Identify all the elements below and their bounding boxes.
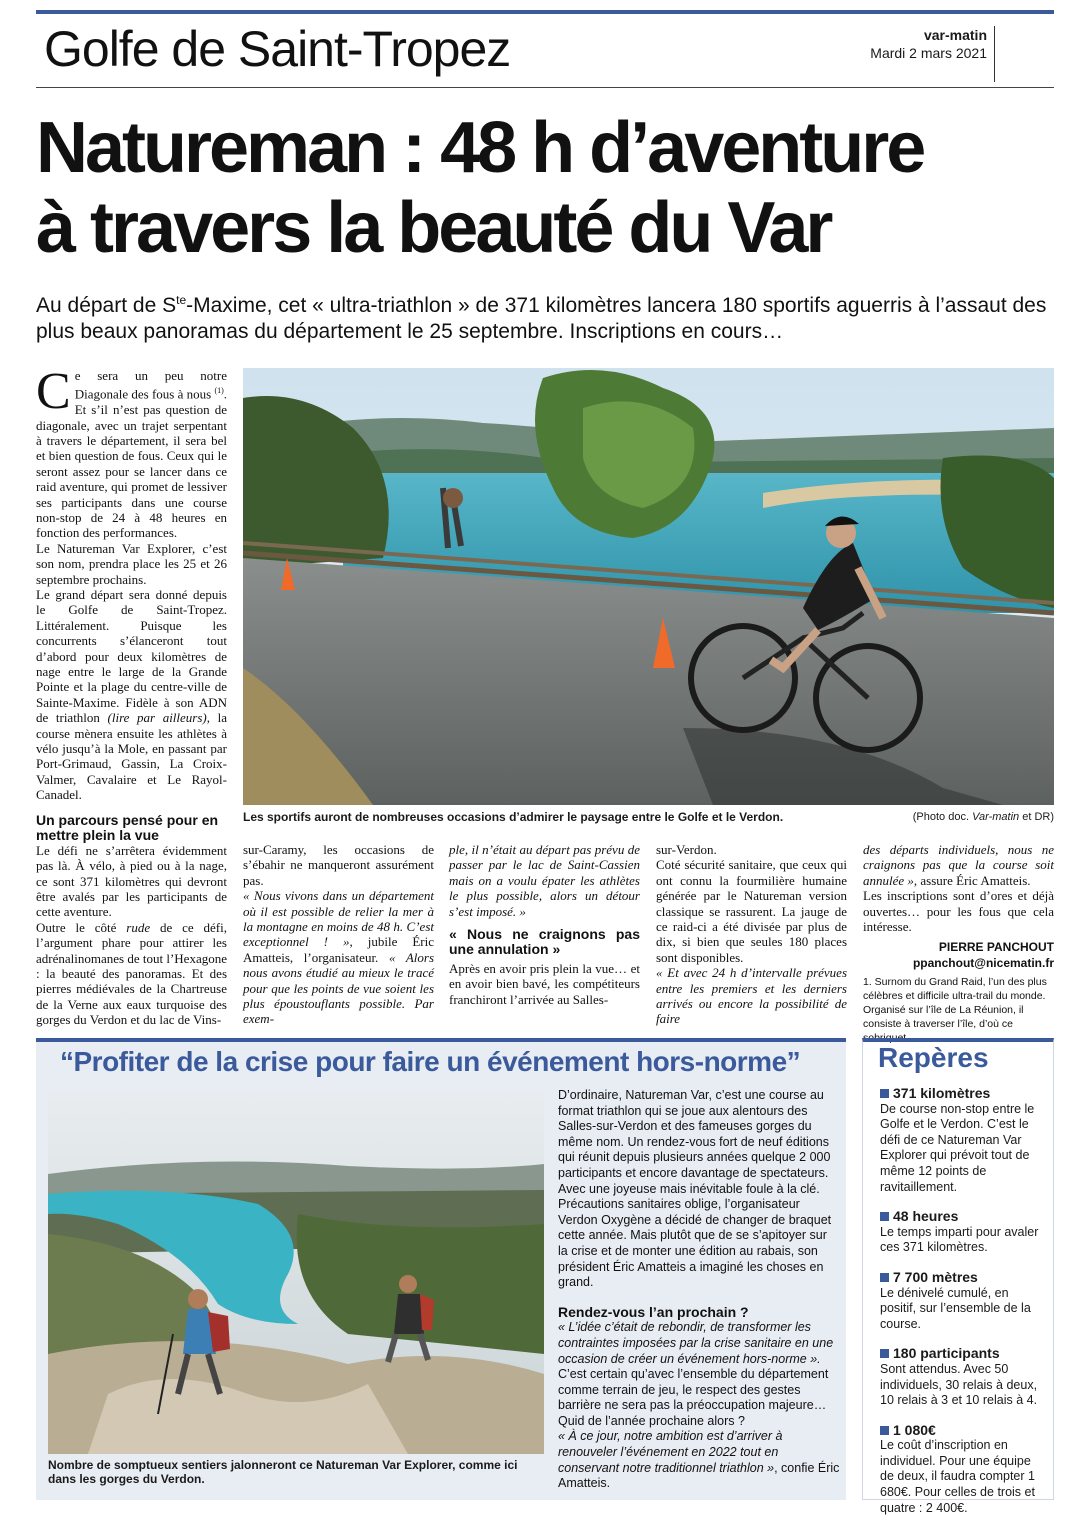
article-column-3 [449, 842, 640, 1007]
headline-line-1: Natureman : 48 h d’aventure [36, 108, 924, 188]
standfirst-part-2: -Maxime, cet « ultra-triathlon » de 371 kilomètres lancera 180 sportifs aguerris à l’assaut des plus beaux panoramas du département le 25 septembre. Inscriptions en cours… [36, 294, 1047, 343]
text-run: Outre le côté [36, 919, 117, 935]
key-figure-value: 1 080€ [893, 1421, 936, 1438]
quote: « Alors nous avons étudié au mieux le tracé pour que les points de vue soient les plus époustouflants possible. Par exem- [243, 949, 434, 1027]
key-figure-item [880, 1086, 1048, 1195]
key-figure-text: Le temps imparti pour avaler ces 371 kilomètres. [880, 1224, 1039, 1255]
paragraph: Le Natureman Var Explorer, c’est son nom, prendra place les 25 et 26 septembre prochains. [36, 540, 227, 587]
paragraph [863, 842, 1054, 888]
author-email[interactable]: ppanchout@nicematin.fr [912, 955, 1054, 970]
square-bullet-icon [880, 1426, 889, 1435]
key-figure-item [880, 1346, 1048, 1408]
key-figure-item [880, 1270, 1048, 1332]
text-run: (Photo doc. [912, 811, 970, 823]
key-figure-head [880, 1423, 1048, 1439]
masthead-divider [994, 26, 995, 82]
box-photo-caption: Nombre de somptueux sentiers jalonneront ce Natureman Var Explorer, comme ici dans les gorges du Verdon. [48, 1458, 518, 1486]
article-column-2 [243, 842, 434, 1027]
paragraph [36, 363, 228, 541]
text-run: . Et s’il n’est pas question de diagonale, avec un trajet serpentant à travers le département, il sera bel et bien question de fous. Ceux qui le seront assez pour se lancer dans ce raid aventure, qui promet de lessiver ses participants dans une course non-stop de 24 à 48 heures en fonction des performances. [36, 386, 228, 541]
key-figures-title: Repères [878, 1042, 989, 1073]
square-bullet-icon [880, 1273, 889, 1282]
standfirst-part-1: Au départ de S [36, 294, 177, 317]
hikers-verdon-photo [48, 1094, 544, 1454]
subheading: Rendez-vous l’an prochain ? [558, 1303, 749, 1320]
key-figure-value: 371 kilomètres [893, 1085, 991, 1101]
paragraph: sur-Verdon. [656, 842, 717, 857]
article-column-1 [36, 363, 228, 1028]
key-figure-head [880, 1346, 1048, 1362]
text-run: , jubile Éric Amatteis, l’organisateur. [243, 934, 434, 965]
paragraph: sur-Caramy, les occasions de s’ébahir ne manqueront assurément pas. [243, 842, 434, 888]
top-accent-bar [36, 10, 1054, 14]
text-run: , assure Éric Amatteis. [913, 872, 1031, 888]
cyclist-lake-photo [243, 368, 1054, 805]
footnote: 1. Surnom du Grand Raid, l’un des plus célèbres et difficile ultra-trail du monde. Organisé sur l’île de La Réunion, il consiste à traverser l’île, d’où ce sobriquet. [863, 976, 1047, 1045]
text-run: e sera un peu notre Diagonale des fous à nous [74, 368, 227, 402]
quote: « Et avec 24 h d’intervalle prévues entre les premiers et les derniers arrivés ou encore la possibilité de faire [656, 965, 847, 1027]
quote: « Nous vivons dans un département où il est possible de relier la mer à la montagne en moins de 48 h. C’est exceptionnel ! » [243, 888, 434, 950]
square-bullet-icon [880, 1349, 889, 1358]
quote: « L’idée c’était de rebondir, de transformer les contraintes imposées par la crise sanitaire en une occasion de créer un événement hors-norme ». [558, 1320, 834, 1366]
text-run: et DR) [1022, 811, 1054, 823]
paragraph: Les inscriptions sont d’ores et déjà ouvertes… pour les fous que cela intéresse. [863, 888, 1054, 935]
article-column-5 [863, 842, 1054, 1045]
text-run: , confie Éric Amatteis. [558, 1460, 840, 1491]
key-figure-head [880, 1086, 1048, 1102]
text-run-italic: rude [126, 919, 151, 935]
standfirst-sup: te [176, 293, 187, 307]
square-bullet-icon [880, 1089, 889, 1098]
standfirst [36, 287, 1056, 345]
headline-line-2: à travers la beauté du Var [36, 188, 831, 268]
subheading: « Nous ne craignons pas une annulation » [449, 926, 640, 958]
box-body [558, 1088, 840, 1492]
quote: « À ce jour, notre ambition est d’arriver à renouveler l’événement en 2022 tout en conservant notre traditionnel triathlon » [558, 1429, 783, 1475]
text-run: Le grand départ sera donné depuis le Golfe de Saint-Tropez. Littéralement. Puisque les concurrents s’élanceront tout d’abord pour deux kilomètres de nage entre le large de la Grande Pointe et la plage du centre-ville de Sainte-Maxime. Fidèle à son ADN de triathlon [36, 587, 227, 726]
main-photo-caption: Les sportifs auront de nombreuses occasions d’admirer le paysage entre le Golfe et le Verdon. [243, 810, 784, 824]
drop-cap: C [36, 363, 71, 420]
key-figure-text: Le dénivelé cumulé, en positif, sur l’ensemble de la course. [880, 1285, 1031, 1331]
header-rule [36, 87, 1054, 88]
paragraph: Coté sécurité sanitaire, que ceux qui ont connu la fourmilière humaine générée par le Natureman version classique se rassurent. La jauge de ce raid-ci a été divisée par plus de dix, si bien que seules 180 places sont disponibles. [656, 857, 847, 965]
author-name: PIERRE PANCHOUT [938, 940, 1054, 955]
key-figure-value: 7 700 mètres [893, 1268, 978, 1285]
article-column-4 [656, 842, 847, 1027]
quote: des départs individuels, nous ne craignons pas que la course soit annulée » [863, 842, 1054, 888]
key-figure-value: 48 heures [893, 1208, 959, 1225]
footnote-ref: (1) [214, 386, 224, 396]
paragraph: Après en avoir pris plein la vue… et en avoir bien bavé, les compétiteurs franchiront l’arrivée au Salles- [449, 961, 640, 1007]
cyclist-photo-illustration [243, 368, 1054, 805]
masthead [870, 26, 987, 62]
paragraph: Le défi ne s’arrêtera évidemment pas là. À vélo, à pied ou à la nage, ce sont 371 kilomètres qui devront être avalés par les participants de cette aventure. [36, 842, 227, 920]
paragraph [558, 1429, 840, 1491]
issue-date: Mardi 2 mars 2021 [870, 45, 987, 61]
key-figure-text: Sont attendus. Avec 50 individuels, 30 relais à deux, 10 relais à 3 et 10 relais à 4. [880, 1361, 1038, 1408]
paragraph [36, 920, 227, 1028]
section-title: Golfe de Saint-Tropez [44, 21, 511, 77]
text-run: de ce défi, l’argument phare pour attirer les adrénalinomanes de tout l’Hexagone : la beauté des panoramas. Et des pierres médiévales de la Chartreuse de la Verne aux eaux turquoise des gorges du Verdon et du lac de Vins- [36, 919, 228, 1028]
photo-credit [884, 810, 1054, 824]
paragraph: D’ordinaire, Natureman Var, c’est une course au format triathlon qui se joue aux alentours des Salles-sur-Verdon et des fameuses gorges du même nom. Un rendez-vous fort de neuf éditions qui réunit depuis plusieurs années quelque 2 000 participants et encore davantage de spectateurs. Avec une joyeuse mais inévitable foule à la clé. Précautions sanitaires oblige, l’organisateur Verdon Oxygène a décidé de changer de braquet cette année. Mais plutôt que de se s’apitoyer sur la crise et de monter une édition au rabais, son président Éric Amatteis a imaginé les choses en grand. [558, 1088, 832, 1290]
key-figure-head [880, 1270, 1048, 1286]
key-figure-value: 180 participants [893, 1345, 1000, 1362]
text-run: , la course mènera ensuite les athlètes à vélo jusqu’à la Mole, en passant par Port-Grimaud, Gassin, La Croix-Valmer, Cavalaire et Le Rayol-Canadel. [36, 710, 227, 803]
paragraph [36, 587, 227, 803]
key-figure-text: Le coût d’inscription en individuel. Pour une équipe de deux, il faudra compter 1 680€. Pour celles de trois et quatre : 2 400€. [880, 1438, 1035, 1515]
key-figures-list [880, 1086, 1048, 1524]
key-figure-item [880, 1209, 1048, 1256]
quote: ple, il n’était au départ pas prévu de passer par le lac de Saint-Cassien mais on a voulu épater les athlètes le plus possible, alors un détour s’est imposé. » [449, 842, 640, 919]
text-run-italic: (lire par ailleurs) [107, 710, 207, 726]
paragraph [243, 888, 434, 1027]
subheading: Un parcours pensé pour en mettre plein la vue [36, 811, 219, 843]
paragraph: C’est certain qu’avec l’ensemble du département comme terrain de jeu, le respect des gestes barrière ne sera pas la préoccupation majeure… Quid de l’année prochaine alors ? [558, 1367, 829, 1428]
key-figure-item [880, 1423, 1048, 1517]
text-run-italic: Var-matin [972, 811, 1020, 823]
key-figure-text: De course non-stop entre le Golfe et le Verdon. C’est le défi de ce Natureman Var Explorer qui prévoit tout de même 12 points de ravitaillement. [880, 1101, 1035, 1194]
hikers-photo-illustration [48, 1094, 544, 1454]
key-figure-head [880, 1209, 1048, 1225]
square-bullet-icon [880, 1212, 889, 1221]
headline [36, 108, 1056, 268]
box-title: “Profiter de la crise pour faire un événement hors-norme” [60, 1046, 801, 1077]
brand-name: var-matin [923, 27, 987, 43]
